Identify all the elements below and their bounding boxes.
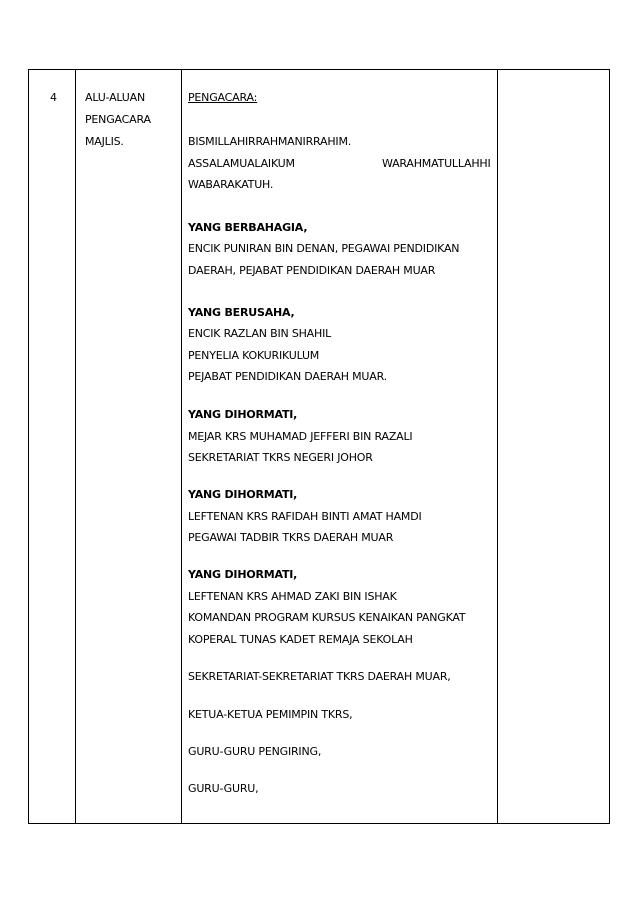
content-line: BISMILLAHIRRAHMANIRRAHIM.: [188, 135, 352, 148]
content-line: ENCIK PUNIRAN BIN DENAN, PEGAWAI PENDIDIKAN: [188, 242, 460, 255]
content-line: DAERAH, PEJABAT PENDIDIKAN DAERAH MUAR: [188, 264, 436, 277]
content-line: SEKRETARIAT TKRS NEGERI JOHOR: [188, 451, 373, 464]
salutation-heading: YANG BERUSAHA,: [188, 306, 295, 319]
content-cell: [181, 70, 497, 823]
item-line: MAJLIS.: [85, 135, 124, 148]
item-cell: [75, 70, 181, 823]
content-line: PEGAWAI TADBIR TKRS DAERAH MUAR: [188, 531, 394, 544]
salutation-heading: YANG DIHORMATI,: [188, 488, 298, 501]
programme-table: [28, 69, 610, 824]
emcee-heading: PENGACARA:: [188, 91, 258, 104]
content-line: GURU-GURU,: [188, 782, 259, 795]
content-line: KOPERAL TUNAS KADET REMAJA SEKOLAH: [188, 633, 413, 646]
content-line: KOMANDAN PROGRAM KURSUS KENAIKAN PANGKAT: [188, 611, 466, 624]
content-line: ENCIK RAZLAN BIN SHAHIL: [188, 327, 332, 340]
remarks-cell: [497, 70, 609, 823]
item-line: ALU-ALUAN: [85, 91, 145, 104]
content-line: SEKRETARIAT-SEKRETARIAT TKRS DAERAH MUAR,: [188, 670, 451, 683]
item-line: PENGACARA: [85, 113, 151, 126]
content-line: WABARAKATUH.: [188, 178, 274, 191]
content-line: WARAHMATULLAHHI: [382, 157, 491, 170]
content-line: PEJABAT PENDIDIKAN DAERAH MUAR.: [188, 370, 387, 383]
salutation-heading: YANG DIHORMATI,: [188, 568, 298, 581]
content-line: PENYELIA KOKURIKULUM: [188, 349, 320, 362]
salutation-heading: YANG DIHORMATI,: [188, 408, 298, 421]
salutation-heading: YANG BERBAHAGIA,: [188, 221, 308, 234]
number-cell: [29, 70, 75, 823]
content-line: LEFTENAN KRS AHMAD ZAKI BIN ISHAK: [188, 590, 397, 603]
content-line: KETUA-KETUA PEMIMPIN TKRS,: [188, 708, 353, 721]
content-line: ASSALAMUALAIKUM: [188, 157, 295, 170]
row-number: 4: [50, 91, 57, 104]
content-line: GURU-GURU PENGIRING,: [188, 745, 322, 758]
content-line: LEFTENAN KRS RAFIDAH BINTI AMAT HAMDI: [188, 510, 422, 523]
content-line: MEJAR KRS MUHAMAD JEFFERI BIN RAZALI: [188, 430, 413, 443]
